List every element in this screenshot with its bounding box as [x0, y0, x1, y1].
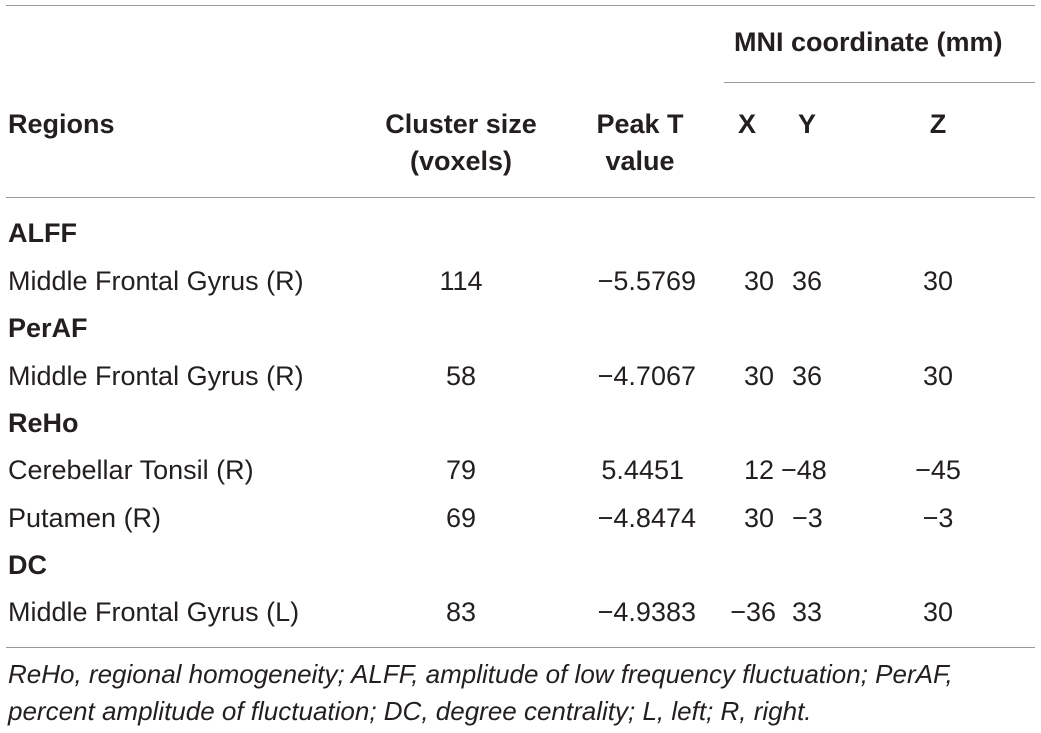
row-cluster-size: 58	[445, 361, 477, 391]
row-z: 30	[922, 597, 954, 627]
row-z: −3	[922, 503, 954, 533]
row-cluster-size: 114	[439, 266, 483, 296]
row-z: −45	[915, 455, 961, 485]
table-top-rule	[6, 5, 1035, 6]
row-region: Middle Frontal Gyrus (L)	[8, 597, 300, 627]
footnote-line-1: ReHo, regional homogeneity; ALFF, amplitude of low frequency fluctuation; PerAF,	[8, 659, 953, 689]
row-x: 30	[743, 503, 774, 533]
row-x: 30	[743, 361, 774, 391]
row-x: −36	[730, 597, 776, 627]
row-region: Cerebellar Tonsil (R)	[8, 455, 254, 485]
mni-coordinate-header: MNI coordinate (mm)	[734, 27, 1003, 57]
cluster-size-header-line2: (voxels)	[409, 146, 513, 176]
y-header: Y	[797, 109, 816, 139]
peak-t-header-line1: Peak T	[596, 109, 684, 139]
row-y: 33	[792, 597, 823, 627]
row-peak-t: −4.7067	[597, 361, 696, 391]
row-z: 30	[922, 361, 954, 391]
row-region: Middle Frontal Gyrus (R)	[8, 361, 304, 391]
row-y: 36	[792, 361, 823, 391]
peak-t-header-line2: value	[605, 146, 675, 176]
row-region: Putamen (R)	[8, 503, 162, 533]
row-cluster-size: 69	[445, 503, 477, 533]
row-y: −48	[781, 455, 827, 485]
section-label-alff: ALFF	[8, 218, 77, 248]
table-footnote	[8, 656, 1038, 730]
row-cluster-size: 79	[445, 455, 477, 485]
row-peak-t: 5.4451	[601, 455, 684, 485]
row-z: 30	[922, 266, 954, 296]
regions-header: Regions	[8, 109, 115, 139]
section-label-peraf: PerAF	[8, 313, 88, 343]
x-header: X	[737, 109, 756, 139]
row-peak-t: −4.8474	[597, 503, 696, 533]
row-y: 36	[792, 266, 823, 296]
section-label-reho: ReHo	[8, 408, 79, 438]
mni-group-rule	[724, 82, 1035, 83]
header-bottom-rule	[6, 197, 1035, 198]
row-y: −3	[792, 503, 823, 533]
row-x: 12	[743, 455, 774, 485]
row-x: 30	[743, 266, 774, 296]
cluster-size-header-line1: Cluster size	[385, 109, 537, 139]
table-bottom-rule	[6, 647, 1035, 648]
footnote-line-2: percent amplitude of fluctuation; DC, degree centrality; L, left; R, right.	[8, 696, 812, 726]
z-header: Z	[929, 109, 947, 139]
section-label-dc: DC	[8, 550, 47, 580]
row-cluster-size: 83	[445, 597, 477, 627]
row-region: Middle Frontal Gyrus (R)	[8, 266, 304, 296]
row-peak-t: −5.5769	[597, 266, 696, 296]
row-peak-t: −4.9383	[597, 597, 696, 627]
